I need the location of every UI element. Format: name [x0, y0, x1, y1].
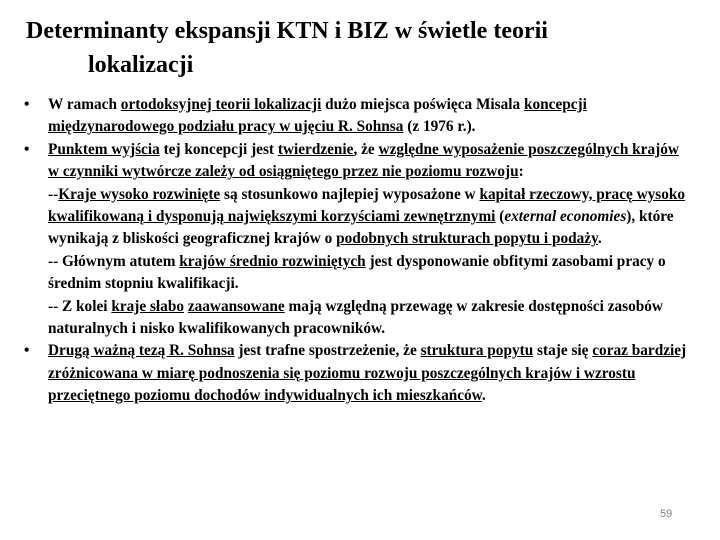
text-segment: tej koncepcji jest — [159, 140, 278, 158]
text-segment: -- Głównym atutem — [48, 252, 180, 270]
text-segment: mają względną przewagę w zakresie dostępności zasobów naturalnych i nisko kwalifikowanych pracowników. — [48, 297, 663, 338]
text-segment: . — [481, 387, 486, 405]
paragraph-weak-countries — [24, 296, 692, 341]
title-line-1: Determinanty ekspansji KTN i BIZ w świetle teorii — [26, 18, 548, 44]
bullet-icon: • — [24, 140, 30, 158]
underlined-text: coraz bardziej zróżnicowana w miarę podnoszenia się poziomu rozwoju poszczególnych krajów i wzrostu przeciętnego poziomu dochodów indywidualnych ich mieszkańców — [48, 342, 687, 405]
text-segment: . — [597, 230, 602, 248]
underlined-text: twierdzenie — [277, 140, 354, 158]
italic-text: external economies — [504, 208, 627, 226]
bullet-icon: • — [24, 342, 30, 360]
bullet-icon: • — [24, 96, 30, 113]
underlined-text: kapitał rzeczowy, pracę wysoko kwalifikowaną i dysponują największymi korzyściami zewnętrznymi — [48, 185, 686, 226]
underlined-text: koncepcji międzynarodowego podziału pracy w ujęciu R. Sohnsa — [48, 96, 587, 136]
page-number: 59 — [660, 508, 673, 520]
bullet-item-2 — [24, 139, 692, 184]
underlined-text: kraje słabo — [111, 297, 184, 315]
underlined-text: Kraje wysoko rozwinięte — [58, 185, 221, 203]
bullet-item-1 — [24, 94, 692, 139]
slide-title — [26, 14, 706, 82]
underlined-text: Drugą ważną tezą R. Sohnsa — [48, 342, 235, 360]
underlined-text: względne wyposażenie poszczególnych krajów w czynniki wytwórcze zależy od osiągniętego przez nie poziomu rozwoju — [48, 140, 679, 181]
paragraph-developed-countries — [24, 184, 692, 251]
bullet-item-3 — [24, 340, 692, 407]
text-segment: są stosunkowo najlepiej wyposażone w — [220, 185, 480, 203]
text-segment: ( — [495, 208, 505, 226]
text-segment: ), które wynikają z bliskości geograficznej krajów o — [48, 208, 674, 248]
underlined-text: krajów średnio rozwiniętych — [179, 252, 366, 270]
underlined-text: ortodoksyjnej teorii lokalizacji — [120, 96, 322, 113]
underlined-text: podobnych strukturach popytu i podaży — [336, 230, 598, 248]
underlined-text: zaawansowane — [187, 297, 285, 315]
text-segment: : — [518, 163, 524, 181]
slide-body — [24, 94, 692, 408]
text-segment: -- Z kolei — [48, 297, 112, 315]
text-segment: W ramach — [48, 96, 121, 113]
text-segment: staje się — [533, 342, 593, 360]
underlined-text: Punktem wyjścia — [48, 140, 160, 158]
text-segment: jest trafne spostrzeżenie, że — [234, 342, 421, 360]
text-segment: (z 1976 r.). — [403, 118, 476, 136]
text-segment: jest dysponowanie obfitymi zasobami pracy o średnim stopniu kwalifikacji. — [48, 252, 666, 293]
paragraph-medium-countries — [24, 251, 692, 296]
text-segment: dużo miejsca poświęca Misala — [321, 96, 524, 113]
text-segment: -- — [48, 185, 59, 203]
title-line-2: lokalizacji — [88, 52, 194, 78]
underlined-text: struktura popytu — [420, 342, 534, 360]
text-segment: , że — [353, 140, 379, 158]
